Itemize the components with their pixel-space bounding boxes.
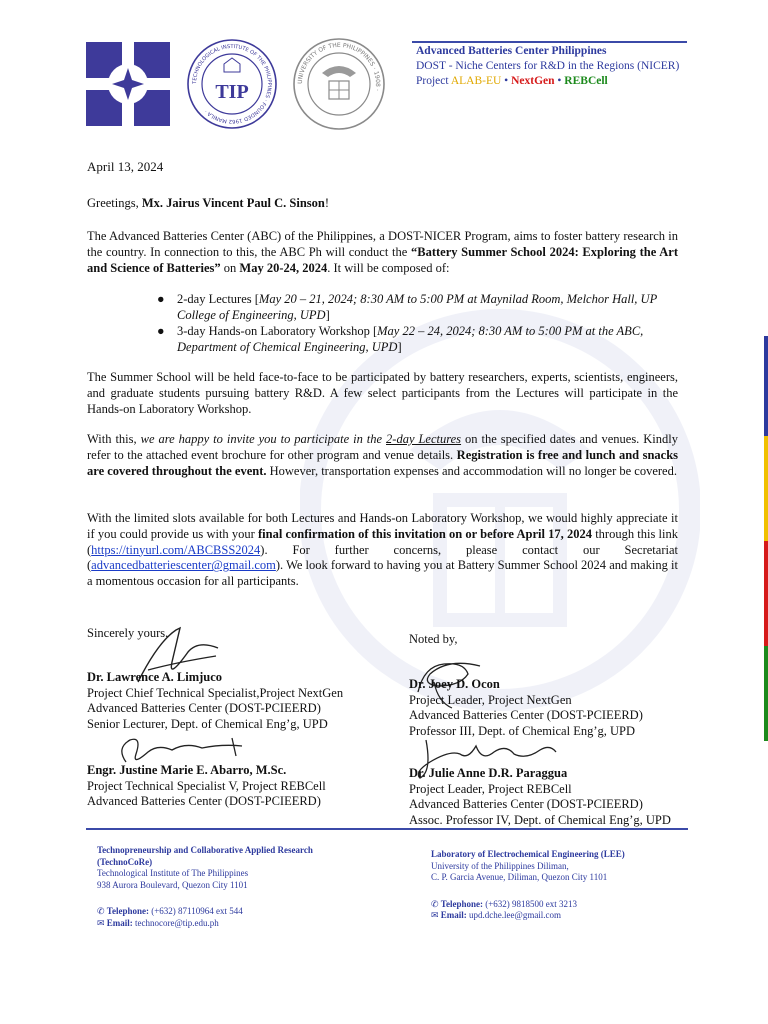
paragraph-participants: The Summer School will be held face-to-face to be participated by battery researchers, experts, scientists, engineers, and graduate students pursuing battery R&D. A few select participants from the Lectures will participate in the Hands-on Laboratory Workshop. [87, 370, 678, 416]
footer-telephone: ✆ Telephone: (+632) 87110964 ext 544 [97, 906, 243, 916]
letterhead-text [416, 44, 679, 89]
signatory-limjuco: Dr. Lawrence A. Limjuco Project Chief Technical Specialist,Project NextGen Advanced Batteries Center (DOST-PCIEERD) Senior Lecturer, Dept. of Chemical Eng’g, UPD [87, 670, 344, 731]
abc-logo-icon [82, 38, 174, 130]
paragraph-intro: The Advanced Batteries Center (ABC) of the Philippines, a DOST-NICER Program, aims to foster battery research in the country. In connection to this, the ABC Ph will conduct the “Battery Summer School 2024: Exploring the Art and Science of Batteries” on May 20-24, 2024. It will be composed of: [87, 229, 679, 275]
phone-icon: ✆ [431, 898, 439, 909]
event-list [87, 291, 678, 355]
side-color-bars [764, 336, 768, 741]
svg-text:UNIVERSITY OF THE PHILIPPINES: UNIVERSITY OF THE PHILIPPINES · 1908 · [296, 41, 382, 92]
footer-telephone: ✆ Telephone: (+632) 9818500 ext 3213 [431, 898, 578, 909]
letterhead-program: DOST - Niche Centers for R&D in the Regions (NICER) [416, 60, 680, 72]
noted-by: Noted by, [409, 632, 458, 646]
recipient-name: Mx. Jairus Vincent Paul C. Sinson [141, 196, 325, 210]
project-alab: ALAB-EU [450, 75, 502, 87]
paragraph-invitation: With this, we are happy to invite you to participate in the 2-day Lectures on the specified dates and venues. Kindly refer to the attached event brochure for other program and venue details. Registration is free and lunch and snacks are covered throughout the event. However, transportation expenses and accommodation will no longer be covered. [87, 432, 679, 478]
signatory-abarro: Engr. Justine Marie E. Abarro, M.Sc. Project Technical Specialist V, Project REBCell Advanced Batteries Center (DOST-PCIEERD) [87, 763, 326, 808]
list-item: ● 3-day Hands-on Laboratory Workshop [May 22 – 24, 2024; 8:30 AM to 5:00 PM at the ABC, Department of Chemical Engineering, UPD] [157, 324, 644, 354]
svg-text:TECHNOLOGICAL INSTITUTE OF THE: TECHNOLOGICAL INSTITUTE OF THE PHILIPPINES · FOUNDED 1962 MANILA · [191, 43, 273, 125]
footer-email: ✉ Email: technocore@tip.edu.ph [97, 917, 219, 928]
tip-seal-text: TIP [215, 81, 249, 103]
registration-link[interactable]: https://tinyurl.com/ABCBSS2024 [91, 542, 261, 557]
secretariat-email-link[interactable]: advancedbatteriescenter@gmail.com [91, 558, 276, 573]
paragraph-confirmation: With the limited slots available for both Lectures and Hands-on Laboratory Workshop, we would highly appreciate it if you could provide us with your final confirmation of this invitation on or before April 17, 2024 through this link (https://tinyurl.com/ABCBSS2024). For further concerns, please contact our Secretariat (advancedbatteriescenter@gmail.com). We look forward to having you at Battery Summer School 2024 and making it a momentous occasion for all participants. [87, 511, 678, 589]
up-seal-icon [292, 37, 386, 131]
signatory-ocon: Dr. Joey D. Ocon Project Leader, Project NextGen Advanced Batteries Center (DOST-PCIEERD) Professor III, Dept. of Chemical Eng’g, UPD [409, 677, 643, 738]
letterhead-org: Advanced Batteries Center Philippines [416, 45, 607, 57]
footer-email: ✉ Email: upd.dche.lee@gmail.com [431, 910, 562, 920]
email-icon: ✉ [431, 910, 439, 920]
project-rebcell: REBCell [564, 75, 608, 87]
signatory-paraggua: Dr. Julie Anne D.R. Paraggua Project Leader, Project REBCell Advanced Batteries Center (DOST-PCIEERD) Assoc. Professor IV, Dept. of Chemical Eng’g, UPD [409, 766, 671, 827]
footer-lee: Laboratory of Electrochemical Engineering (LEE) University of the Philippines Diliman, C. P. Garcia Avenue, Diliman, Quezon City 1101 ✆ Telephone: (+632) 9818500 ext 3213 ✉ Email: upd.dche.lee@gmail.com [431, 849, 691, 922]
up-seal-watermark-icon [300, 300, 700, 720]
footer-technocore: Technopreneurship and Collaborative Applied Research (TechnoCoRe) Technological Institute of The Philippines 938 Aurora Boulevard, Quezon City 1101 ✆ Telephone: (+632) 87110964 ext 544 ✉ Email: technocore@tip.edu.ph [97, 845, 357, 929]
tip-seal-icon [186, 38, 278, 130]
phone-icon: ✆ [97, 906, 105, 916]
closing: Sincerely yours, [87, 626, 169, 640]
email-icon: ✉ [97, 917, 105, 928]
header-rule [412, 41, 687, 43]
letter-date: April 13, 2024 [87, 159, 164, 174]
letterhead-projects: Project ALAB-EU • NextGen • REBCell [416, 75, 608, 87]
footer-rule [86, 828, 688, 830]
greeting: Greetings, Mx. Jairus Vincent Paul C. Sinson! [87, 196, 330, 210]
list-item: ● 2-day Lectures [May 20 – 21, 2024; 8:30 AM to 5:00 PM at Maynilad Room, Melchor Hall, UP College of Engineering, UPD] [157, 292, 657, 322]
project-nextgen: NextGen [511, 75, 555, 87]
